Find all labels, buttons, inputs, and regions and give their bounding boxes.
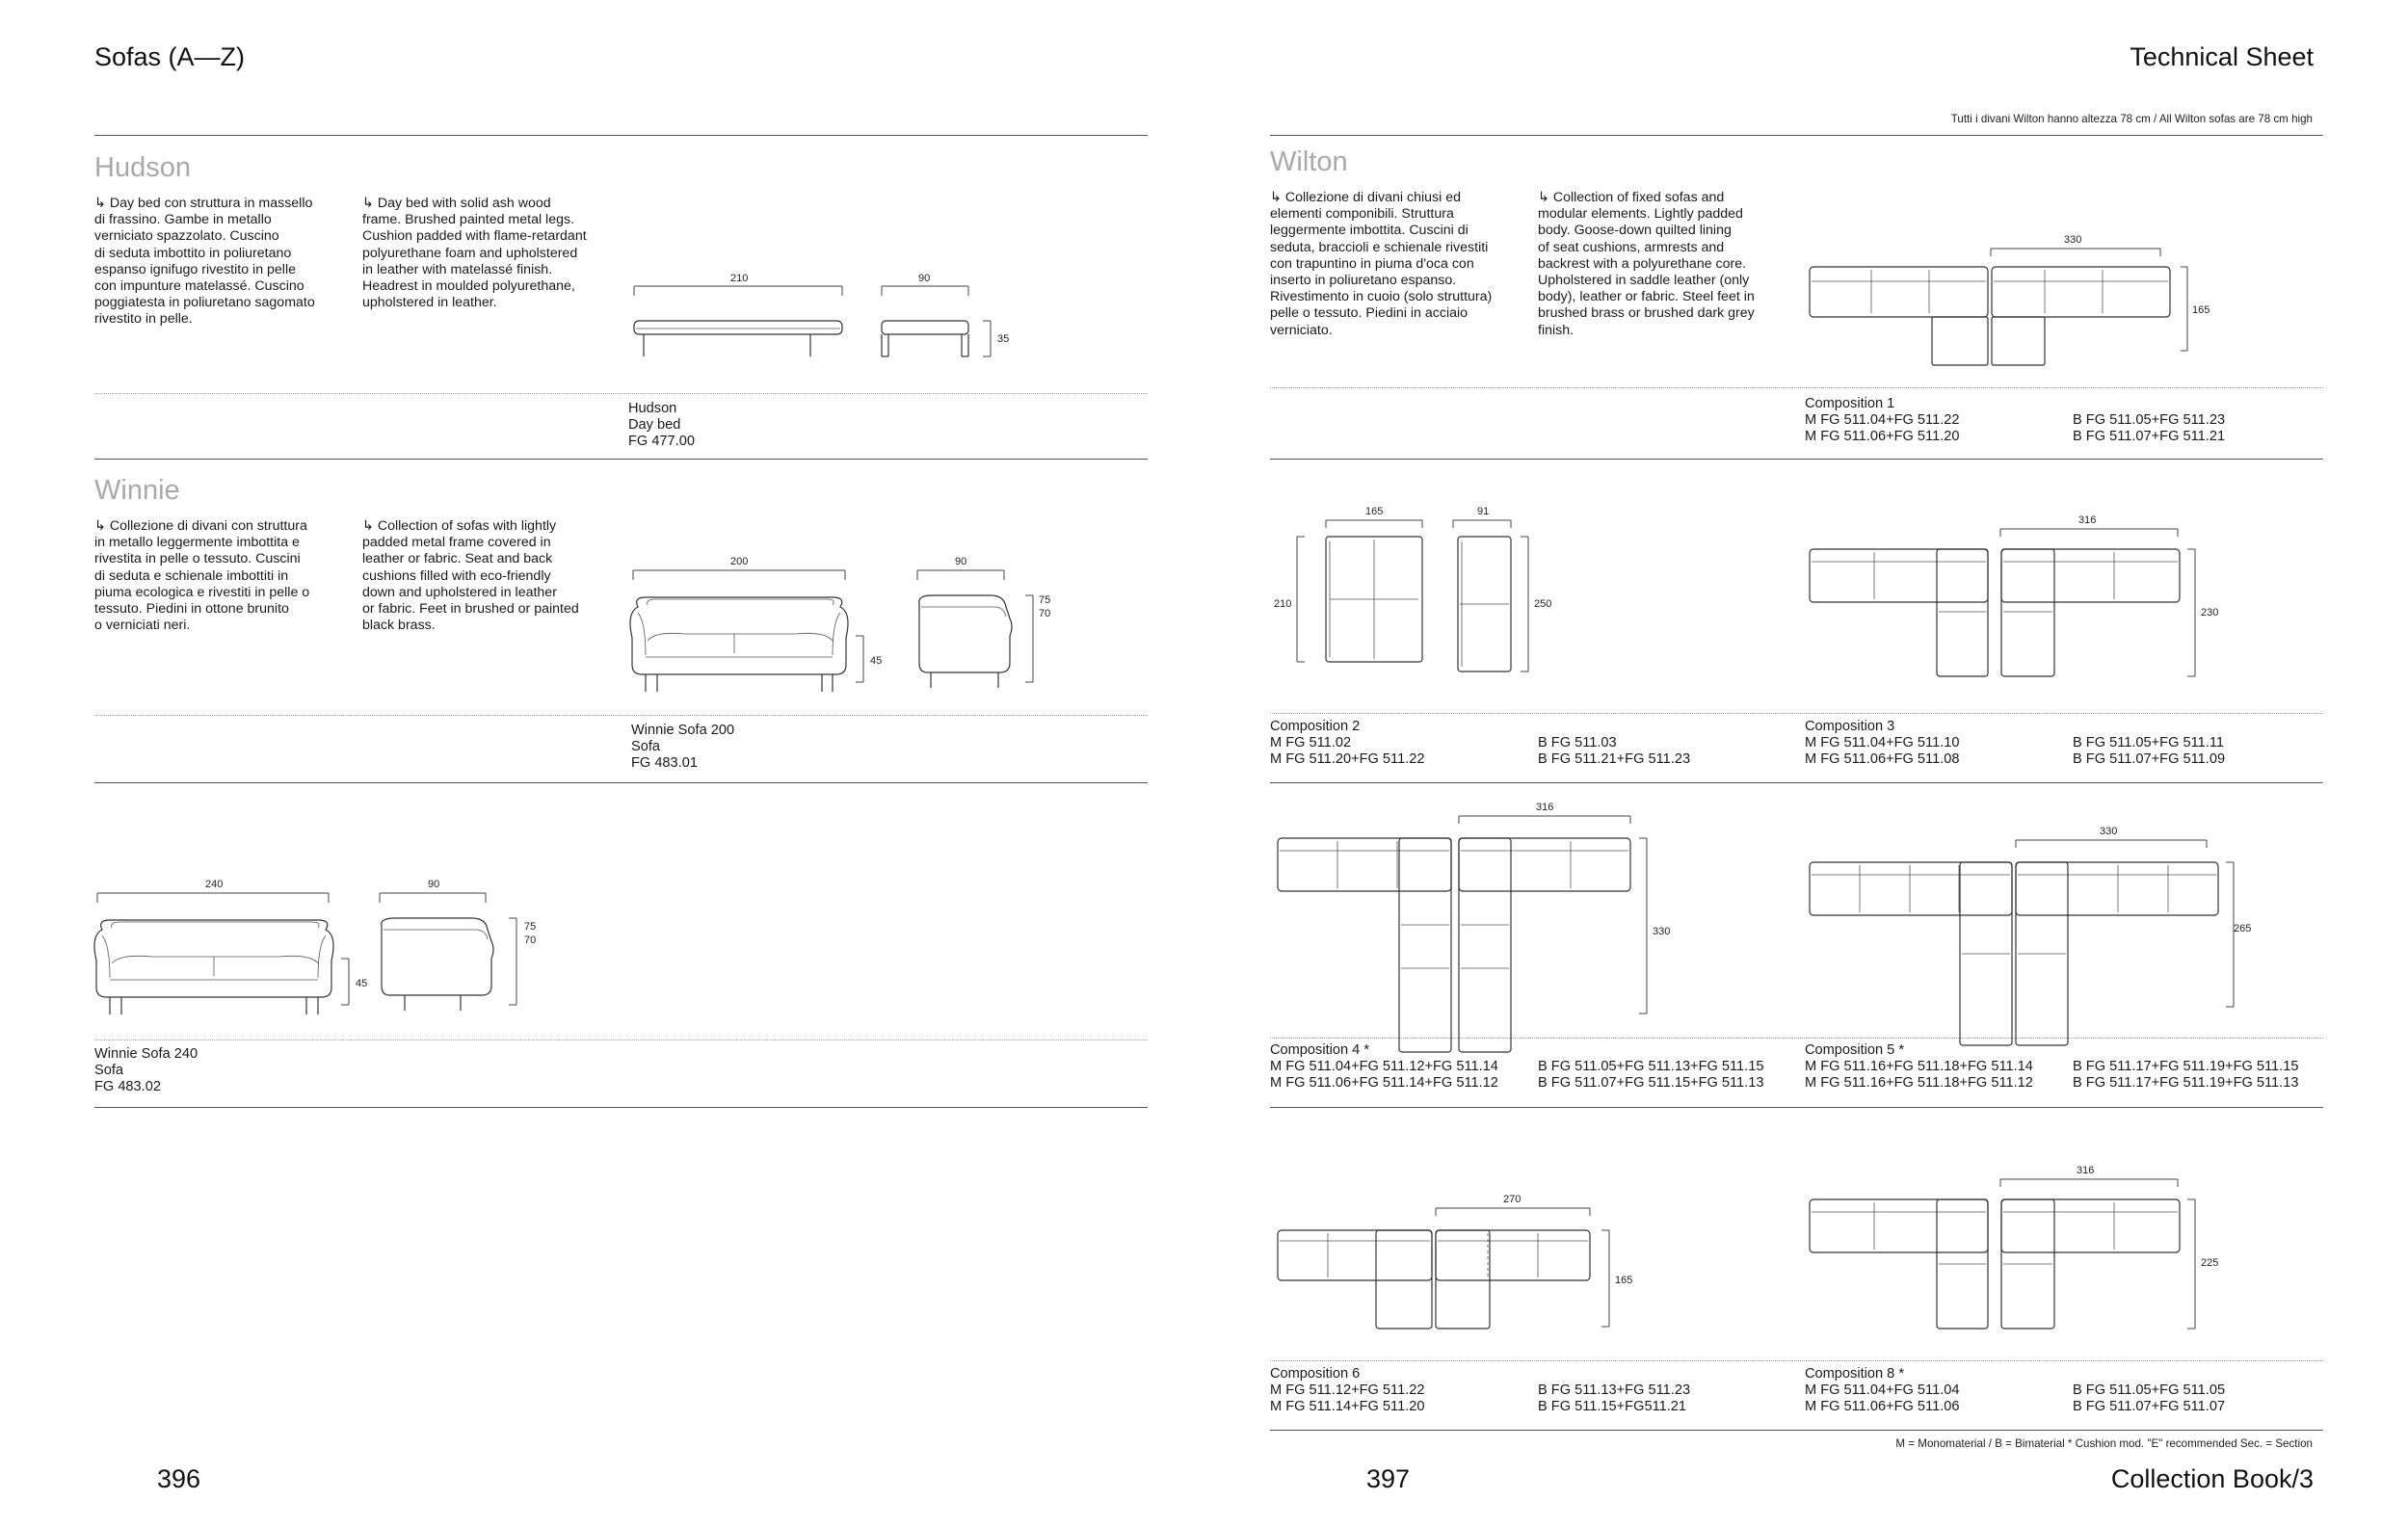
composition-5-bimaterial: B FG 511.17+FG 511.19+FG 511.15 B FG 511.17+FG 511.19+FG 511.13 [2073,1059,2299,1092]
rule-winnie200-end [94,782,1148,783]
rule-row2-end [1270,782,2323,783]
dotted-rule [1270,713,2323,714]
dimension-label: 230 [2201,607,2219,619]
dimension-label: 210 [1274,598,1292,610]
dimension-label: 330 [2100,826,2118,837]
composition-1-caption: Composition 1 M FG 511.04+FG 511.22 M FG 511.06+FG 511.20 [1805,396,1960,445]
dotted-rule [94,393,1148,394]
dimension-label: 165 [1615,1275,1633,1286]
composition-6-caption: Composition 6 M FG 511.12+FG 511.22 M FG 511.14+FG 511.20 [1270,1366,1425,1415]
composition-2-caption: Composition 2 M FG 511.02 M FG 511.20+FG 511.22 [1270,719,1425,768]
dimension-label: 330 [2064,234,2082,246]
hudson-daybed-drawing [617,265,1021,371]
product-title-hudson: Hudson [94,152,191,183]
composition-3-drawing [1802,506,2219,679]
winnie200-h2-label: 70 [1039,608,1051,619]
hudson-description-en: ↳ Day bed with solid ash wood frame. Brushed painted metal legs. Cushion padded with flame-retardant polyurethane foam and upholstered in leather with matelassé finish. Headrest in moulded polyurethane, upholstered in leather. [362,196,587,311]
winnie-description-en: ↳ Collection of sofas with lightly padded metal frame covered in leather or fabric. Seat and back cushions filled with eco-friendly down and upholstered in leather or fabric. Feet in brushed or painted black brass. [362,518,579,634]
composition-3-caption: Composition 3 M FG 511.04+FG 511.10 M FG 511.06+FG 511.08 [1805,719,1960,768]
composition-2-bimaterial: B FG 511.03 B FG 511.21+FG 511.23 [1538,735,1691,768]
rule-row4-end [1270,1430,2323,1431]
rule-hudson-end [94,459,1148,460]
hudson-description-it: ↳ Day bed con struttura in massello di frassino. Gambe in metallo verniciato spazzolato. Cuscino di seduta imbottito in poliuretano espanso ignifugo rivestito in pelle con impunture matelassé. Cuscino poggiatesta in poliuretano sagomato rivestito in pelle. [94,196,315,328]
composition-8-bimaterial: B FG 511.05+FG 511.05 B FG 511.07+FG 511.07 [2073,1382,2226,1415]
composition-6-drawing [1270,1187,1675,1331]
running-head-left: Sofas (A—Z) [94,42,246,71]
hudson-depth-label: 90 [918,273,931,284]
page-number-left: 396 [157,1464,201,1493]
winnie240-width-label: 240 [205,879,224,890]
dimension-label: 265 [2234,923,2252,935]
composition-5-drawing [1802,819,2252,1021]
rule-top-right [1270,135,2323,136]
hudson-width-label: 210 [730,273,749,284]
rule-row1-end [1270,459,2323,460]
winnie-description-it: ↳ Collezione di divani con struttura in metallo leggermente imbottita e rivestita in pelle o tessuto. Cuscini di seduta e schienale imbottiti in piuma ecologica e rivestiti in pelle o tessuto. Piedini in ottone brunito o verniciati neri. [94,518,310,634]
wilton-description-en: ↳ Collection of fixed sofas and modular elements. Lightly padded body. Goose-down quilted lining of seat cushions, armrests and backrest with a polyurethane core. Upholstered in saddle leather (only body), leather or fabric. Steel feet in brushed brass or brushed dark grey finish. [1538,190,1755,338]
wilton-height-note: Tutti i divani Wilton hanno altezza 78 cm / All Wilton sofas are 78 cm high [1950,113,2313,125]
running-head-right: Technical Sheet [2130,42,2314,71]
legend-note: M = Monomaterial / B = Bimaterial * Cushion mod. "E" recommended Sec. = Section [1895,1437,2313,1450]
composition-1-bimaterial: B FG 511.05+FG 511.23 B FG 511.07+FG 511.21 [2073,412,2226,445]
composition-3-bimaterial: B FG 511.05+FG 511.11 B FG 511.07+FG 511.09 [2073,735,2226,768]
product-title-wilton: Wilton [1270,146,1348,177]
wilton-description-it: ↳ Collezione di divani chiusi ed elementi componibili. Struttura leggermente imbottita. Cuscini di seduta, braccioli e schienale rivestiti con trapuntino in piuma d'oca con inserto in poliuretano espanso. Rivestimento in cuoio (solo struttura) pelle o tessuto. Piedini in acciaio verniciato. [1270,190,1493,338]
winnie240-depth-label: 90 [428,879,440,890]
winnie200-depth-label: 90 [955,556,967,567]
winnie240-h1-label: 75 [524,921,537,933]
dimension-label: 270 [1503,1194,1522,1205]
winnie-sofa-240-caption: Winnie Sofa 240 Sofa FG 483.02 [94,1046,198,1095]
dimension-label: 91 [1477,506,1490,517]
dimension-label: 316 [1536,802,1554,813]
winnie240-h2-label: 70 [524,935,537,946]
composition-4-bimaterial: B FG 511.05+FG 511.13+FG 511.15 B FG 511.07+FG 511.15+FG 511.13 [1538,1059,1764,1092]
rule-top-left [94,135,1148,136]
winnie240-seat-label: 45 [356,978,368,989]
winnie-sofa-240-drawing [94,872,557,1016]
hudson-height-label: 35 [997,333,1010,345]
page-number-right: 397 [1366,1464,1411,1493]
winnie-sofa-200-drawing [626,549,1089,694]
product-title-winnie: Winnie [94,475,180,506]
winnie200-h1-label: 75 [1039,594,1051,606]
composition-2-drawing [1270,493,1559,686]
dotted-rule [1270,1038,2323,1039]
winnie200-width-label: 200 [730,556,749,567]
dimension-label: 165 [1365,506,1384,517]
composition-6-bimaterial: B FG 511.13+FG 511.23 B FG 511.15+FG511.21 [1538,1382,1691,1415]
dimension-label: 165 [2192,304,2210,316]
composition-5-caption: Composition 5 * M FG 511.16+FG 511.18+FG 511.14 M FG 511.16+FG 511.18+FG 511.12 [1805,1042,2033,1092]
hudson-caption: Hudson Day bed FG 477.00 [628,401,695,450]
composition-8-caption: Composition 8 * M FG 511.04+FG 511.04 M FG 511.06+FG 511.06 [1805,1366,1960,1415]
dimension-label: 330 [1653,926,1671,937]
dimension-label: 225 [2201,1257,2219,1269]
composition-4-drawing [1270,795,1675,1026]
winnie-sofa-200-caption: Winnie Sofa 200 Sofa FG 483.01 [631,723,735,772]
dimension-label: 316 [2077,1165,2095,1176]
composition-4-caption: Composition 4 * M FG 511.04+FG 511.12+FG 511.14 M FG 511.06+FG 511.14+FG 511.12 [1270,1042,1498,1092]
dimension-label: 250 [1534,598,1552,610]
rule-winnie240-end [94,1107,1148,1108]
dotted-rule [1270,1360,2323,1361]
winnie200-seat-label: 45 [870,655,883,667]
composition-8-drawing [1802,1156,2219,1339]
rule-row3-end [1270,1107,2323,1108]
composition-1-drawing [1802,224,2210,358]
dimension-label: 316 [2078,514,2097,526]
dotted-rule [94,715,1148,716]
book-title: Collection Book/3 [2110,1464,2314,1493]
dotted-rule [1270,387,2323,388]
